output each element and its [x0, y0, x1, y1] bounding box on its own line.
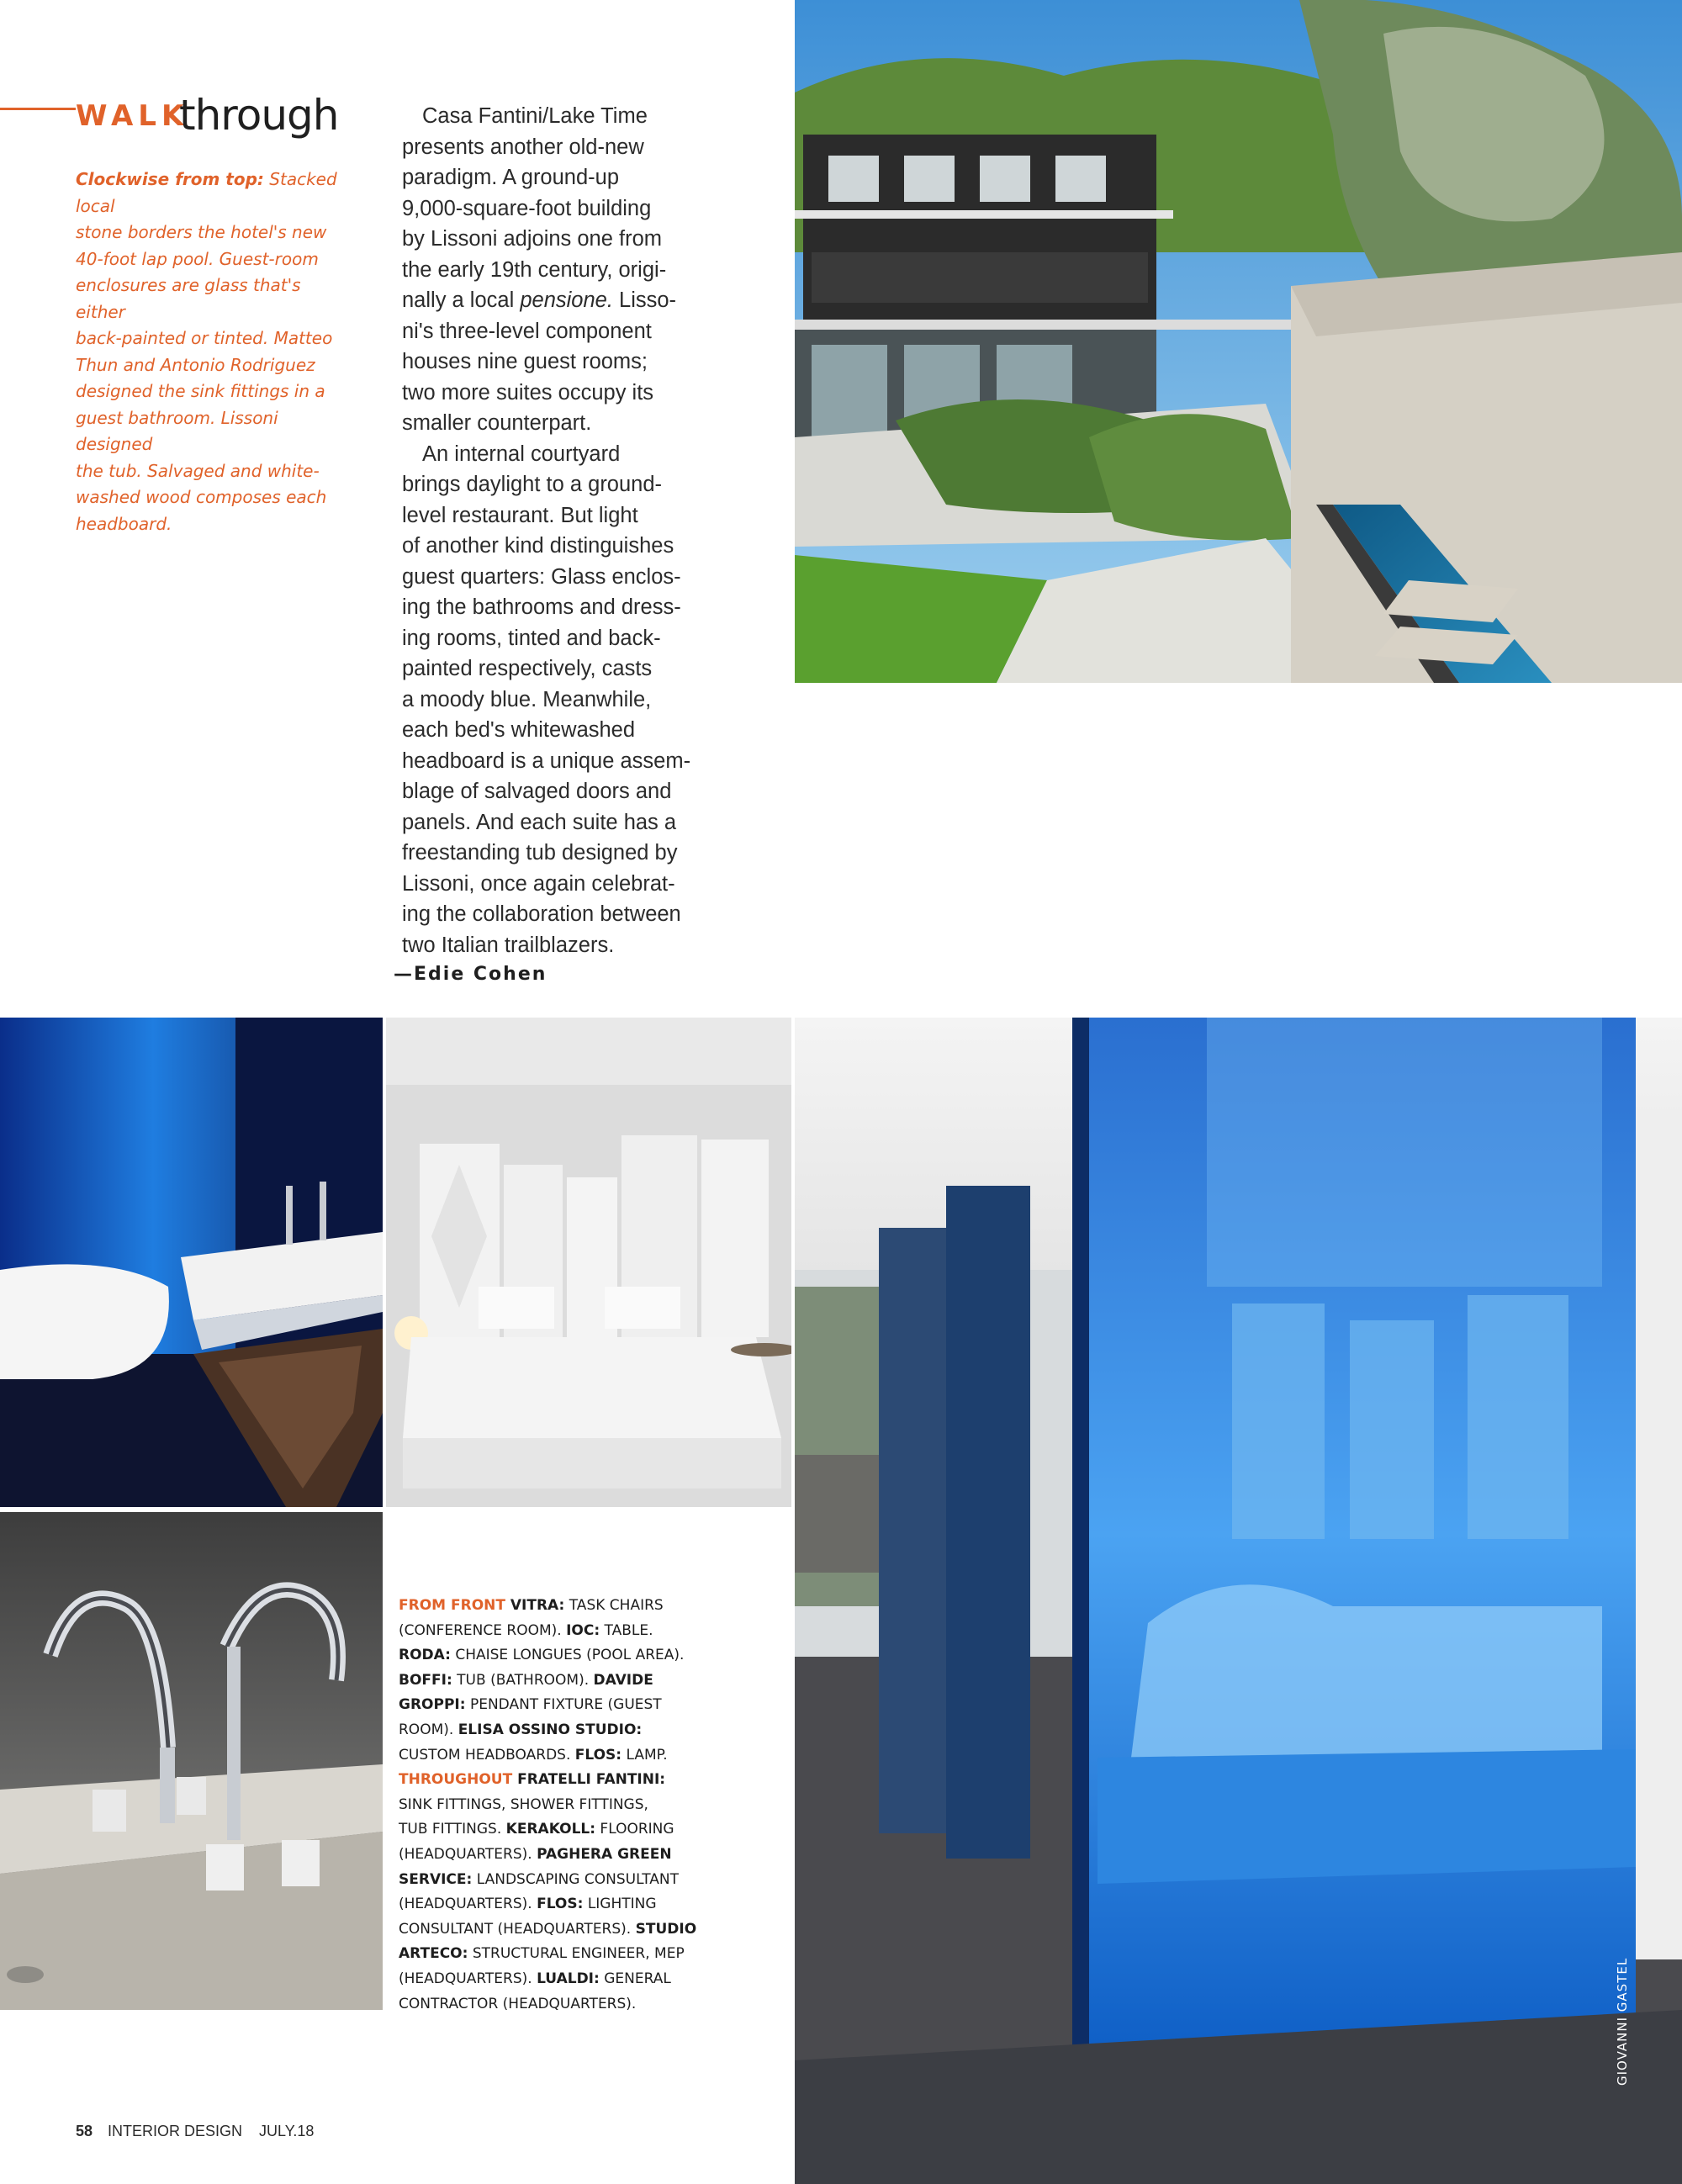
source-line — [399, 1668, 685, 1694]
article-line: smaller counterpart. — [402, 411, 592, 435]
source-heading: THROUGHOUT — [399, 1771, 518, 1789]
article-line: ing the collaboration between — [402, 902, 681, 926]
caption-line: washed wood composes each — [76, 487, 327, 507]
article-line: of another kind distinguishes — [402, 534, 674, 558]
source-item: TUB FITTINGS. — [399, 1821, 506, 1838]
caption-line: enclosures are glass that's either — [76, 275, 301, 322]
source-line — [399, 1793, 685, 1818]
source-vendor: ELISA OSSINO STUDIO: — [458, 1721, 643, 1738]
article-line: two Italian trailblazers. — [402, 933, 615, 957]
source-item: (HEADQUARTERS). — [399, 1970, 537, 1987]
source-vendor: PAGHERA GREEN — [537, 1845, 672, 1863]
source-item: LIGHTING — [583, 1896, 657, 1913]
page-number: 58 — [76, 2123, 93, 2139]
photo-credit: GIOVANNI GASTEL — [1615, 1957, 1630, 2086]
source-item: TUB (BATHROOM). — [452, 1671, 594, 1689]
page-footer — [76, 2123, 314, 2140]
source-line — [399, 1693, 685, 1718]
source-item: TASK CHAIRS — [564, 1597, 664, 1614]
caption-line: 40-foot lap pool. Guest-room — [76, 248, 319, 269]
caption-line: back-painted or tinted. Matteo — [76, 328, 333, 348]
source-item: STRUCTURAL ENGINEER, MEP — [468, 1945, 685, 1963]
article-line: two more suites occupy its — [402, 380, 654, 405]
source-vendor: BOFFI: — [399, 1671, 452, 1689]
article-line: freestanding tub designed by — [402, 841, 678, 865]
article-line: a moody blue. Meanwhile, — [402, 687, 652, 711]
italic-word: pensione. — [520, 288, 613, 312]
article-line: An internal courtyard — [422, 442, 621, 466]
article-line: Casa Fantini/Lake Time — [422, 104, 648, 128]
caption-line: designed the sink fittings in a — [76, 381, 325, 401]
source-item: GENERAL — [599, 1970, 671, 1987]
photo-sink-fittings — [0, 1512, 383, 2010]
article-line: headboard is a unique assem- — [402, 748, 691, 773]
issue-date: JULY.18 — [259, 2123, 315, 2139]
source-line — [399, 1768, 685, 1793]
source-vendor: DAVIDE — [593, 1671, 653, 1689]
source-vendor: VITRA: — [510, 1597, 565, 1614]
photo-exterior-pool — [795, 0, 1682, 683]
source-item: FLOORING — [595, 1821, 674, 1838]
source-line — [399, 1743, 685, 1769]
source-line — [399, 1817, 685, 1843]
magazine-name: INTERIOR DESIGN — [108, 2123, 243, 2139]
source-item: CONTRACTOR (HEADQUARTERS). — [399, 1995, 637, 2012]
source-vendor: FLOS: — [537, 1896, 584, 1913]
source-line — [399, 1843, 685, 1868]
source-vendor: GROPPI: — [399, 1696, 466, 1714]
source-vendor: LUALDI: — [537, 1970, 600, 1987]
article-line: Lissoni, once again celebrat- — [402, 871, 675, 896]
source-vendor: FLOS: — [574, 1746, 622, 1764]
article-line: ing the bathrooms and dress- — [402, 595, 681, 619]
article-line: 9,000-square-foot building — [402, 196, 652, 220]
article-line: each bed's whitewashed — [402, 718, 636, 742]
article-line: presents another old-new — [402, 135, 644, 159]
photo-bedroom-headboard — [386, 1018, 791, 1507]
article-line: by Lissoni adjoins one from — [402, 227, 663, 251]
source-line — [399, 1992, 685, 2017]
source-vendor: ARTECO: — [399, 1945, 468, 1963]
article-line: level restaurant. But light — [402, 503, 638, 527]
source-item: ROOM). — [399, 1721, 458, 1738]
source-item: (HEADQUARTERS). — [399, 1845, 537, 1863]
photo-caption — [76, 167, 353, 537]
source-line — [399, 1967, 685, 1992]
source-vendor: SERVICE: — [399, 1870, 473, 1888]
source-line — [399, 1619, 685, 1644]
article-line: painted respectively, casts — [402, 657, 653, 680]
sources-list — [399, 1594, 697, 2017]
article-line: the early 19th century, origi- — [402, 257, 667, 282]
section-label-through: through — [179, 91, 339, 140]
source-line — [399, 1594, 685, 1619]
source-item: CHAISE LONGUES (POOL AREA). — [450, 1647, 685, 1664]
article-line: guest quarters: Glass enclos- — [402, 564, 681, 589]
article-line: houses nine guest rooms; — [402, 350, 648, 373]
photo-blue-glass-suite — [795, 1018, 1682, 2184]
caption-line: the tub. Salvaged and white- — [76, 460, 320, 481]
source-vendor: RODA: — [399, 1647, 451, 1664]
author-signature: —Edie Cohen — [394, 964, 547, 985]
source-line — [399, 1917, 697, 1943]
source-item: (HEADQUARTERS). — [399, 1896, 537, 1913]
source-item: LAMP. — [621, 1746, 668, 1764]
article-line: blage of salvaged doors and — [402, 780, 672, 803]
source-item: TABLE. — [600, 1621, 653, 1639]
article-line-start: nally a local — [402, 288, 515, 312]
source-item: (CONFERENCE ROOM). — [399, 1621, 567, 1639]
article-line-italic — [402, 285, 680, 316]
source-vendor: IOC: — [566, 1621, 600, 1639]
caption-line: headboard. — [76, 513, 172, 534]
source-item: CONSULTANT (HEADQUARTERS). — [399, 1920, 636, 1938]
article-line: paradigm. A ground-up — [402, 166, 620, 189]
source-heading: FROM FRONT — [399, 1597, 510, 1614]
caption-lead-tail: Stacked local — [76, 169, 337, 216]
source-vendor: STUDIO — [635, 1920, 697, 1938]
header-rule — [0, 108, 76, 110]
source-vendor: FRATELLI FANTINI: — [517, 1771, 666, 1789]
source-line — [399, 1868, 685, 1893]
section-label-walk: WALK — [76, 99, 189, 133]
article-line: panels. And each suite has a — [402, 810, 677, 834]
source-line — [399, 1643, 685, 1668]
article-line-end: Lisso- — [612, 288, 677, 312]
article-body — [402, 101, 691, 960]
source-vendor: KERAKOLL: — [505, 1821, 596, 1838]
source-item: CUSTOM HEADBOARDS. — [399, 1746, 575, 1764]
source-line — [399, 1718, 685, 1743]
photo-bathroom-tub — [0, 1018, 383, 1507]
source-line — [399, 1892, 685, 1917]
article-line: brings daylight to a ground- — [402, 473, 663, 496]
article-line: ing rooms, tinted and back- — [402, 626, 661, 650]
caption-lead: Clockwise from top: — [76, 169, 264, 189]
caption-line: Thun and Antonio Rodriguez — [76, 354, 315, 375]
source-item: SINK FITTINGS, SHOWER FITTINGS, — [399, 1795, 648, 1813]
caption-line: guest bathroom. Lissoni designed — [76, 407, 278, 454]
caption-line: stone borders the hotel's new — [76, 222, 327, 242]
source-item: LANDSCAPING CONSULTANT — [472, 1870, 680, 1888]
source-item: PENDANT FIXTURE (GUEST — [465, 1696, 662, 1714]
article-line: ni's three-level component — [402, 319, 652, 343]
source-line — [399, 1942, 685, 1967]
